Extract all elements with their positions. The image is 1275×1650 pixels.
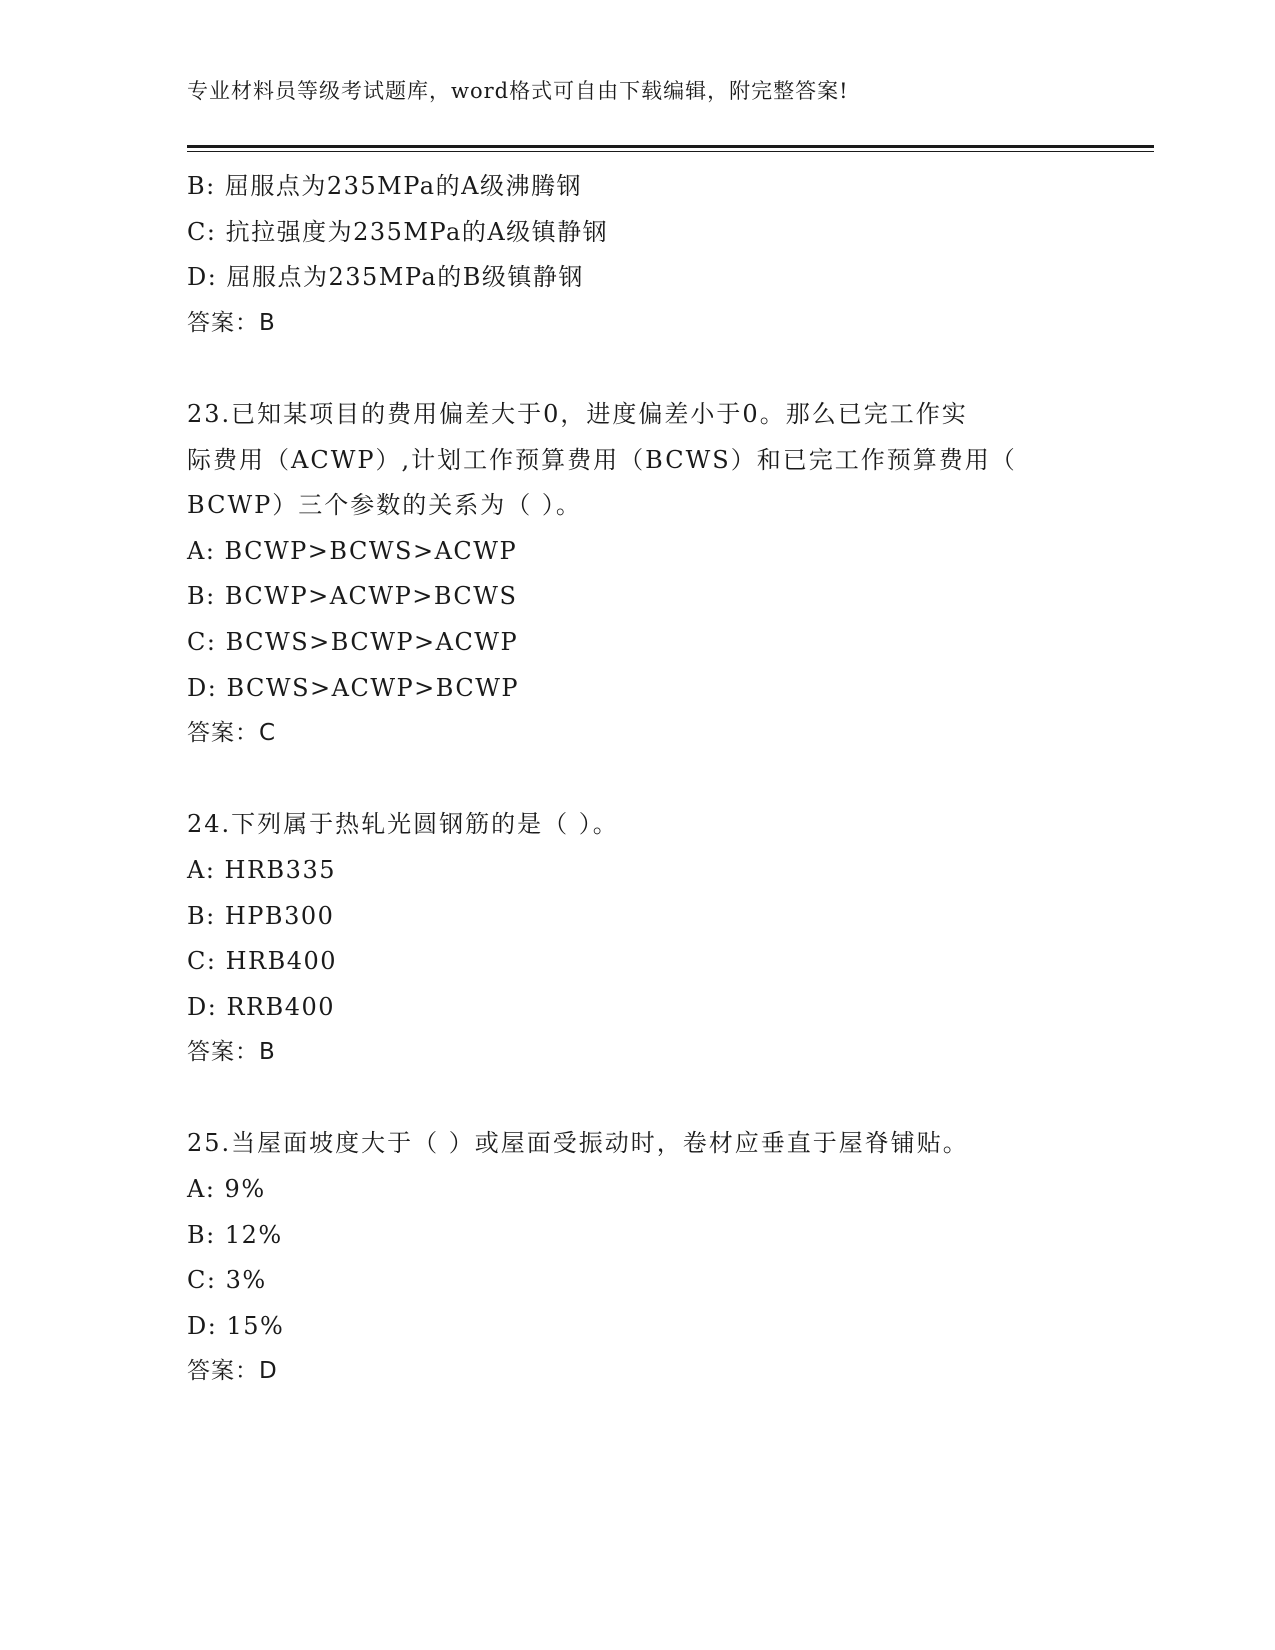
question-25 xyxy=(187,1121,1107,1395)
question-23 xyxy=(187,392,1107,757)
question-list xyxy=(187,164,1107,1395)
question-stem-line: BCWP）三个参数的关系为（ ）。 xyxy=(187,491,582,520)
option-c: C: HRB400 xyxy=(187,947,338,976)
header-divider-thin xyxy=(187,151,1154,152)
question-stem: 25.当屋面坡度大于（ ）或屋面受振动时，卷材应垂直于屋脊铺贴。 xyxy=(187,1129,969,1158)
option-b: B: 屈服点为235MPa的A级沸腾钢 xyxy=(187,172,582,200)
option-c: C: BCWS>BCWP>ACWP xyxy=(187,627,519,656)
option-a: A: BCWP>BCWS>ACWP xyxy=(187,536,518,565)
option-b: B: HPB300 xyxy=(187,901,335,930)
option-c: C: 抗拉强度为235MPa的A级镇静钢 xyxy=(187,217,609,246)
spacer xyxy=(187,757,1107,803)
question-stem: 24.下列属于热轧光圆钢筋的是（ ）。 xyxy=(187,810,619,839)
answer-line: 答案：B xyxy=(187,1039,276,1066)
question-22-continued xyxy=(187,164,1107,346)
answer-line: 答案：D xyxy=(187,1358,278,1385)
option-a: A: HRB335 xyxy=(187,855,336,884)
question-stem-line: 际费用（ACWP）,计划工作预算费用（BCWS）和已完工作预算费用（ xyxy=(187,445,1017,474)
option-d: D: BCWS>ACWP>BCWP xyxy=(187,673,520,702)
option-a: A: 9% xyxy=(187,1175,266,1204)
option-d: D: 屈服点为235MPa的B级镇静钢 xyxy=(187,263,584,292)
header-divider-thick xyxy=(187,145,1154,148)
option-d: D: RRB400 xyxy=(187,992,336,1021)
spacer xyxy=(187,346,1107,392)
answer-line: 答案：C xyxy=(187,720,277,747)
option-b: B: 12% xyxy=(187,1220,283,1249)
question-24 xyxy=(187,802,1107,1076)
header-note: 专业材料员等级考试题库，word格式可自由下载编辑，附完整答案! xyxy=(187,79,849,103)
option-b: B: BCWP>ACWP>BCWS xyxy=(187,582,518,611)
option-d: D: 15% xyxy=(187,1311,285,1340)
spacer xyxy=(187,1076,1107,1122)
answer-line: 答案：B xyxy=(187,309,276,336)
option-c: C: 3% xyxy=(187,1266,267,1295)
question-stem-line: 23.已知某项目的费用偏差大于0，进度偏差小于0。那么已完工作实 xyxy=(187,399,968,428)
